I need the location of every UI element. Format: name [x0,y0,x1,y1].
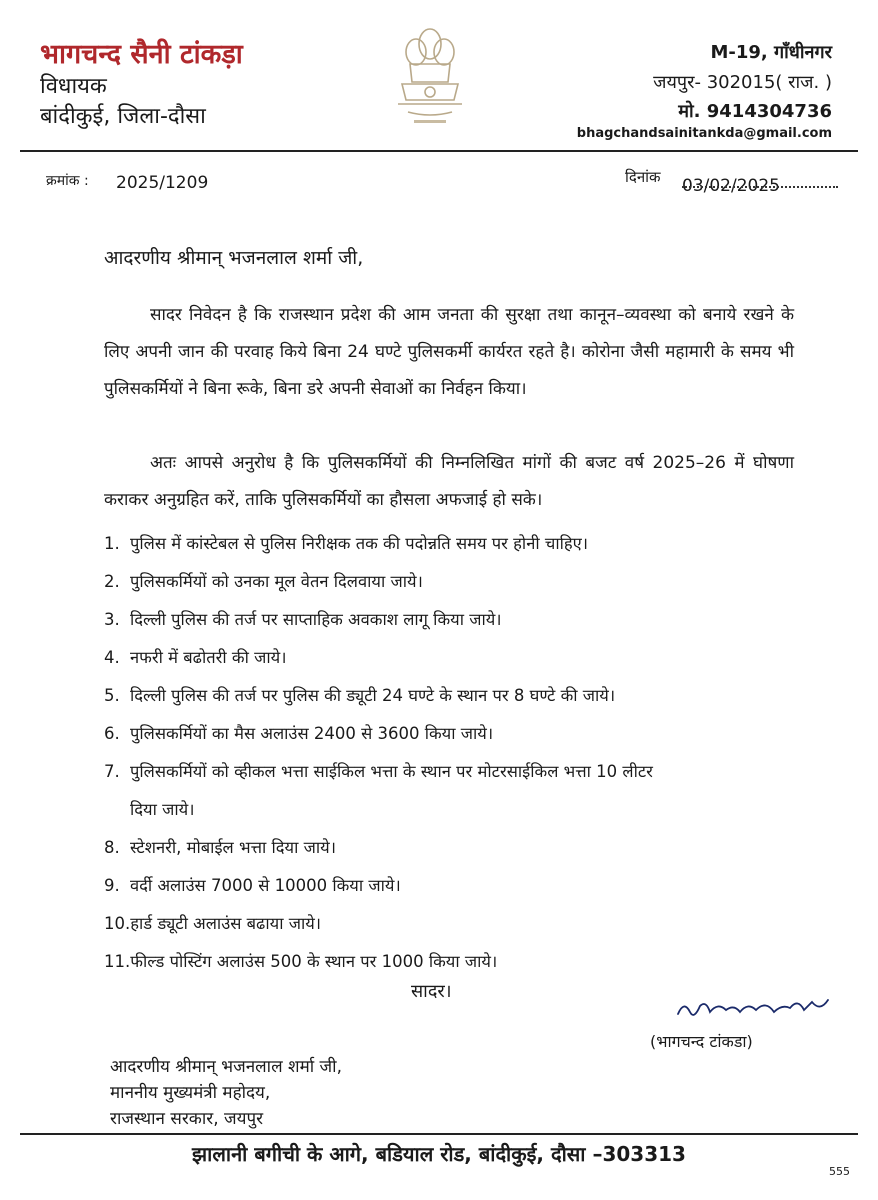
reference-label: क्रमांक : [46,173,89,189]
address-line-2: जयपुर- 302015( राज. ) [653,72,832,93]
letterhead-constituency: बांदीकुई, जिला-दौसा [40,104,206,129]
list-item: 1. पुलिस में कांस्टेबल से पुलिस निरीक्षक तक की पदोन्नति समय पर होनी चाहिए। [104,534,589,553]
letterhead-designation: विधायक [40,74,107,99]
letter-date: 03/02/2025 [682,176,780,196]
email-address: bhagchandsainitankda@gmail.com [576,126,832,141]
list-item: 10. हार्ड ड्यूटी अलाउंस बढाया जाये। [104,914,322,933]
header-divider [20,150,858,152]
date-label: दिनांक [625,168,661,186]
salutation: आदरणीय श्रीमान् भजनलाल शर्मा जी, [104,247,364,269]
body-paragraph-2: अतः आपसे अनुरोध है कि पुलिसकर्मियों की निम्नलिखित मांगों की बजट वर्ष 2025–26 में घोषणा कराकर अनुग्रहित करें, ताकि पुलिसकर्मियों का हौसला अफजाई हो सके। [104,453,794,510]
list-item: 11. फील्ड पोस्टिंग अलाउंस 500 के स्थान पर 1000 किया जाये। [104,952,498,971]
body-paragraph-1: सादर निवेदन है कि राजस्थान प्रदेश की आम जनता की सुरक्षा तथा कानून–व्यवस्था को बनाये रखने के लिए अपनी जान की परवाह किये बिना 24 घण्टे पुलिसकर्मी कार्यरत रहते है। कोरोना जैसी महामारी के समय भी पुलिसकर्मियों ने बिना रूके, बिना डरे अपनी सेवाओं का निर्वहन किया। [104,305,794,399]
list-item: 6. पुलिसकर्मियों का मैस अलाउंस 2400 से 3600 किया जाये। [104,724,494,743]
page-number: 555 [829,1165,850,1178]
addressee-line-1: आदरणीय श्रीमान् भजनलाल शर्मा जी, [110,1057,342,1077]
list-item: 7. पुलिसकर्मियों को व्हीकल भत्ता साईकिल भत्ता के स्थान पर मोटरसाईकिल भत्ता 10 लीटर [104,762,653,781]
addressee-line-3: राजस्थान सरकार, जयपुर [110,1109,264,1129]
address-line-1: M-19, गाँधीनगर [710,42,832,63]
date-dotted-line [682,186,838,188]
list-item-continuation: दिया जाये। [130,800,195,819]
handwritten-signature [674,996,834,1022]
state-emblem-icon [388,22,472,140]
letterhead-name: भागचन्द सैनी टांकड़ा [40,39,243,70]
mobile-number: मो. 9414304736 [678,101,832,122]
footer-address: झालानी बगीची के आगे, बडियाल रोड, बांदीकुई, दौसा –303313 [192,1142,686,1166]
list-item: 3. दिल्ली पुलिस की तर्ज पर साप्ताहिक अवकाश लागू किया जाये। [104,610,502,629]
list-item: 8. स्टेशनरी, मोबाईल भत्ता दिया जाये। [104,838,336,857]
list-item: 2. पुलिसकर्मियों को उनका मूल वेतन दिलवाया जाये। [104,572,423,591]
list-item: 4. नफरी में बढोतरी की जाये। [104,648,287,667]
list-item: 5. दिल्ली पुलिस की तर्ज पर पुलिस की ड्यूटी 24 घण्टे के स्थान पर 8 घण्टे की जाये। [104,686,616,705]
signer-name: (भागचन्द टांकडा) [650,1032,753,1051]
list-item: 9. वर्दी अलाउंस 7000 से 10000 किया जाये। [104,876,401,895]
reference-number: 2025/1209 [116,173,209,193]
demands-list [104,525,804,981]
footer-divider [20,1133,858,1135]
closing: सादर। [411,981,452,1002]
addressee-line-2: माननीय मुख्यमंत्री महोदय, [110,1083,271,1103]
